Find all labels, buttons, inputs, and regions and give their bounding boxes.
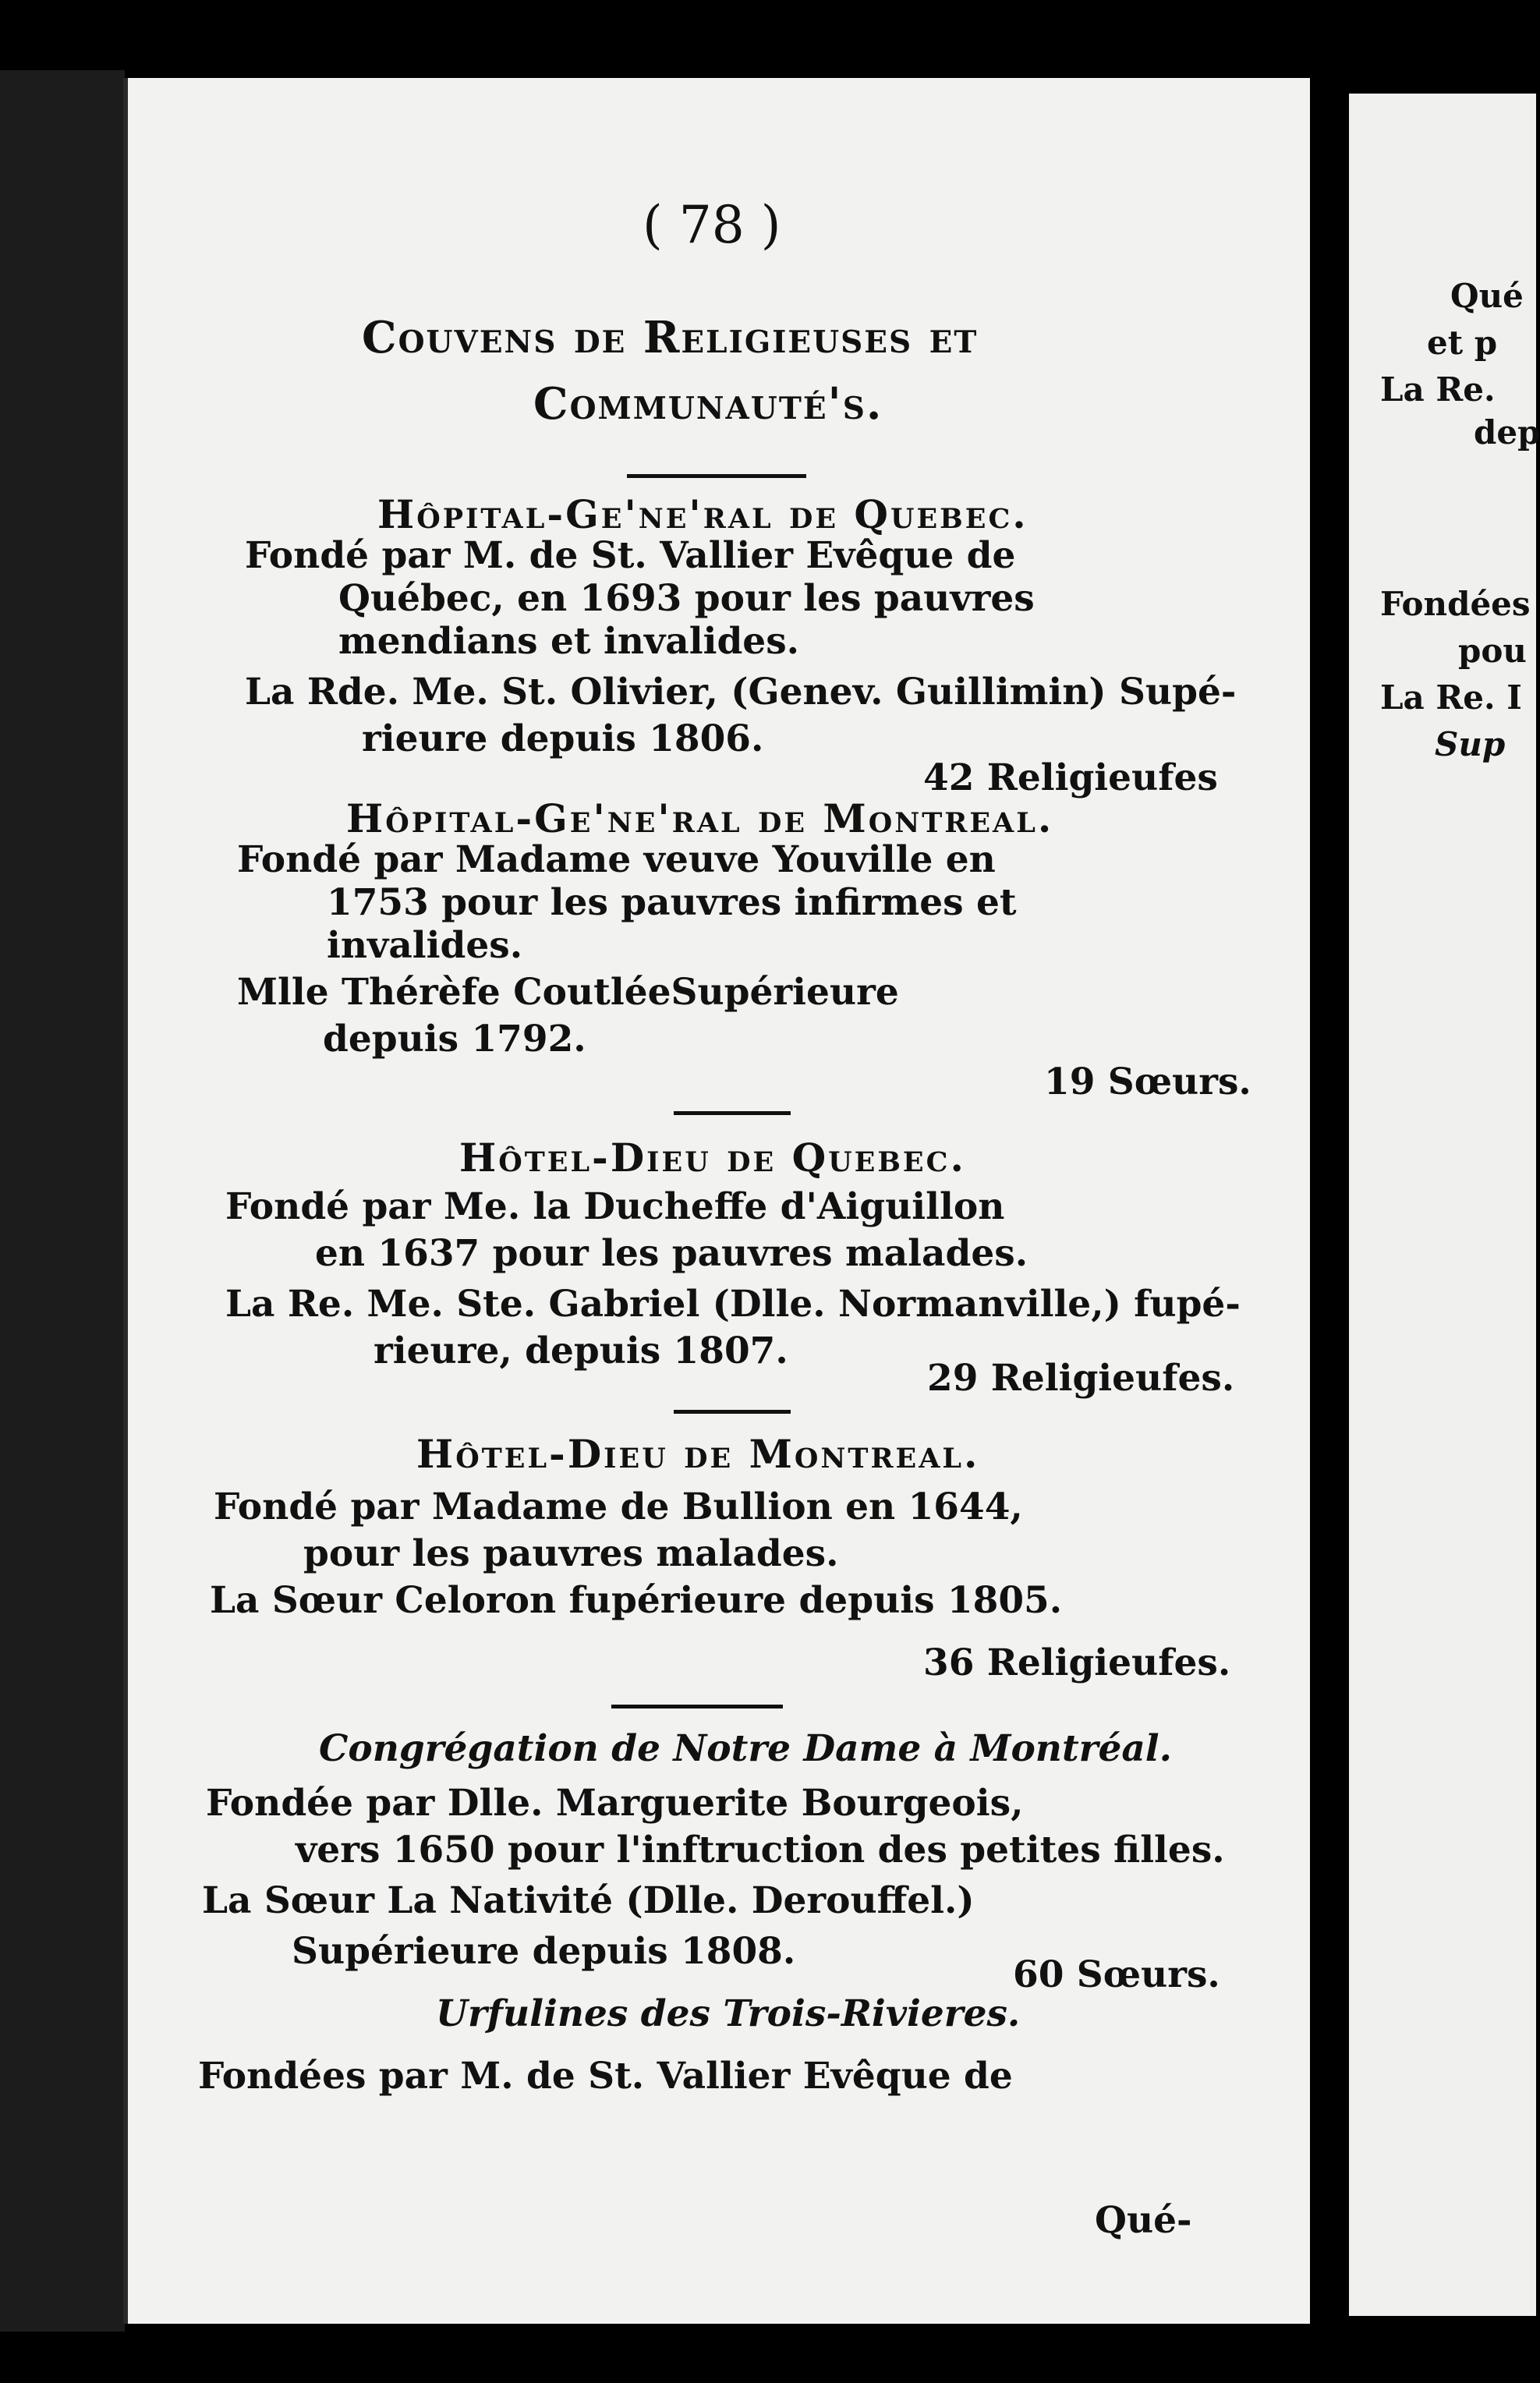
section-heading: Urfulines des Trois-Rivieres. xyxy=(436,1992,1021,2035)
right-page-text: et p xyxy=(1427,324,1498,362)
section-line: Supérieure depuis 1808. xyxy=(292,1930,796,1973)
section-heading: Congrégation de Notre Dame à Montréal. xyxy=(319,1727,1173,1770)
section-line: Fondée par Dlle. Marguerite Bourgeois, xyxy=(206,1782,1024,1825)
section-line: 1753 pour les pauvres infirmes et xyxy=(327,881,1017,924)
section-line: pour les pauvres malades. xyxy=(303,1532,839,1575)
section-heading: Hôtel-Dieu de Montreal. xyxy=(416,1431,980,1477)
page-title-line1: Couvens de Religieuses et xyxy=(362,312,979,363)
section-line: Fondé par Madame de Bullion en 1644, xyxy=(214,1485,1023,1528)
section-line: vers 1650 pour l'inftruction des petites filles. xyxy=(296,1829,1225,1871)
section-line: depuis 1792. xyxy=(323,1018,586,1060)
section-heading: Hôtel-Dieu de Quebec. xyxy=(459,1135,966,1181)
section-line: mendians et invalides. xyxy=(338,620,800,663)
right-page-fragment xyxy=(1349,94,1540,2316)
page-gutter xyxy=(1310,78,1349,2324)
section-line: La Sœur La Nativité (Dlle. Derouffel.) xyxy=(202,1879,975,1922)
section-line: invalides. xyxy=(327,924,523,967)
section-line: rieure depuis 1806. xyxy=(362,717,764,760)
left-page xyxy=(123,78,1315,2324)
right-page-text: Sup xyxy=(1435,725,1506,763)
right-page-text: La Re. xyxy=(1380,370,1496,409)
section-line: La Rde. Me. St. Olivier, (Genev. Guillimin) Supé- xyxy=(245,671,1237,713)
divider-rule xyxy=(674,1111,791,1115)
section-line: Québec, en 1693 pour les pauvres xyxy=(338,577,1035,620)
catchword: Qué- xyxy=(1095,2199,1192,2242)
section-line: Fondé par Madame veuve Youville en xyxy=(237,838,996,881)
right-page-text: dep xyxy=(1474,413,1540,451)
section-line: Fondé par M. de St. Vallier Evêque de xyxy=(245,534,1016,577)
section-count: 19 Sœurs. xyxy=(1044,1060,1251,1103)
right-page-text: Fondées xyxy=(1380,585,1531,623)
section-count: 60 Sœurs. xyxy=(1013,1953,1220,1996)
book-spine xyxy=(0,70,125,2332)
section-line: Fondé par Me. la Ducheffe d'Aiguillon xyxy=(225,1185,1005,1228)
page-title-line2: Communauté's. xyxy=(533,378,883,430)
section-line: La Sœur Celoron fupérieure depuis 1805. xyxy=(210,1579,1063,1622)
right-page-text: pou xyxy=(1458,632,1527,670)
section-count: 36 Religieufes. xyxy=(923,1641,1231,1684)
section-line: Mlle Thérèfe CoutléeSupérieure xyxy=(237,971,899,1014)
divider-rule xyxy=(611,1705,783,1708)
section-heading: Hôpital-Ge'ne'ral de Montreal. xyxy=(346,795,1054,841)
section-line: rieure, depuis 1807. xyxy=(373,1330,788,1372)
right-page-text: Qué xyxy=(1450,277,1524,315)
section-line: en 1637 pour les pauvres malades. xyxy=(315,1232,1028,1275)
section-line: La Re. Me. Ste. Gabriel (Dlle. Normanville,) fupé- xyxy=(225,1283,1241,1326)
page-number: ( 78 ) xyxy=(643,195,781,255)
right-page-text: La Re. I xyxy=(1380,678,1522,717)
section-count: 29 Religieufes. xyxy=(927,1357,1235,1400)
section-heading: Hôpital-Ge'ne'ral de Quebec. xyxy=(377,491,1028,537)
divider-rule xyxy=(627,474,806,478)
divider-rule xyxy=(674,1410,791,1414)
section-count: 42 Religieufes xyxy=(923,756,1218,799)
section-line: Fondées par M. de St. Vallier Evêque de xyxy=(198,2055,1013,2098)
